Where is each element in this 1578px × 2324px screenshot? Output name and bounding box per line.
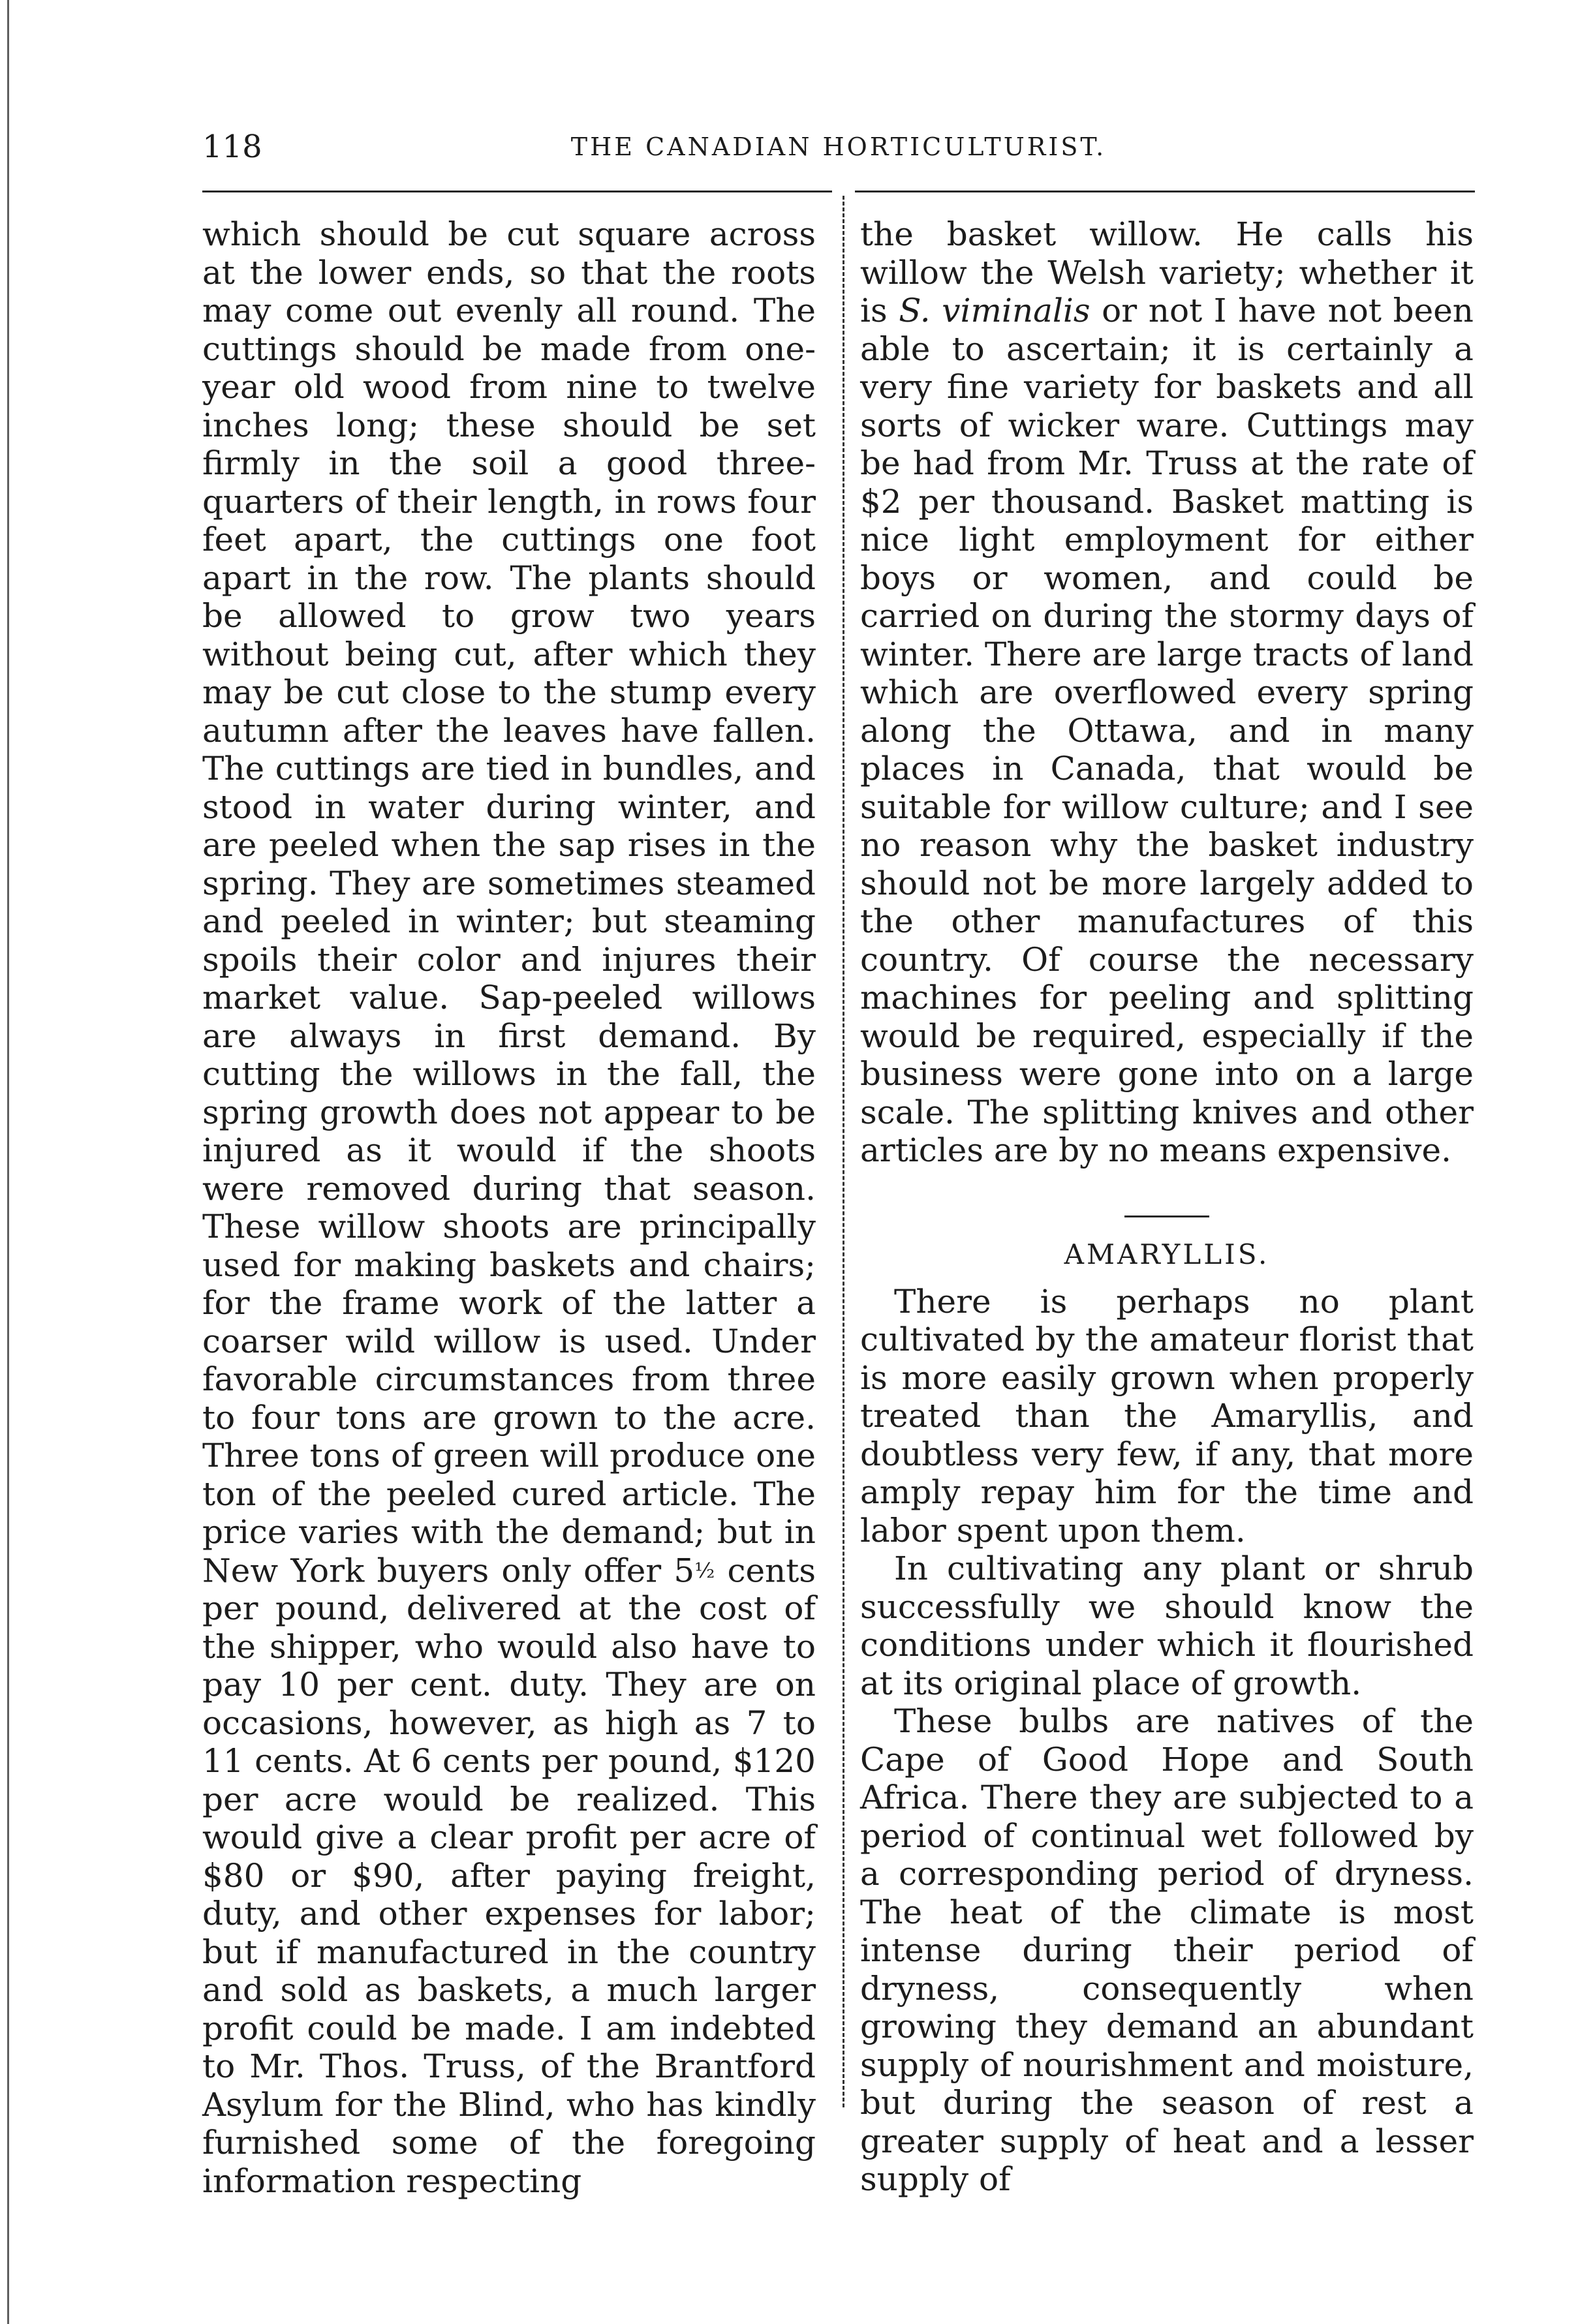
section-separator-rule: [1124, 1216, 1209, 1217]
journal-title: THE CANADIAN HORTICULTURIST.: [570, 132, 1107, 161]
willow-text-part1: which should be cut square across at the lower ends, so that the roots may come out evenly all round. The cuttings should be made from one-year old wood from nine to twelve inches long; these should be set firmly in the soil a good three-quarters of their length, in rows four feet apart, the cuttings one foot apart in the row. The plants should be allowed to grow two years without being cut, after which they may be cut close to the stump every autumn after the leaves have fallen. The cuttings are tied in bundles, and stood in water during winter, and are peeled when the sap rises in the spring. They are sometimes steamed and peeled in winter; but steaming spoils their color and injures their market value. Sap-peeled willows are always in first demand. By cutting the willows in the fall, the spring growth does not appear to be injured as it would if the shoots were removed during that season. These willow shoots are principally used for making baskets and chairs; for the frame work of the latter a coarser wild willow is used. Under favorable circumstances from three to four tons are grown to the acre. Three tons of green will produce one ton of the peeled cured article. The price varies with the demand; but in New York buyers only offer 5: [202, 215, 816, 1589]
header-rule-right: [855, 191, 1475, 192]
willow-text-part2: cents per pound, delivered at the cost of the shipper, who would also have to pay 10 per cent. duty. They are on occasions, however, as high as 7 to 11 cents. At 6 cents per pound, $120 per acre would be realized. This would give a clear profit per acre of $80 or $90, after paying freight, duty, and other expenses for labor; but if manufactured in the country and sold as baskets, a much larger profit could be made. I am indebted to Mr. Thos. Truss, of the Brantford Asylum for the Blind, who has kindly furnished some of the foregoing information respecting: [202, 1551, 816, 2200]
basket-willow-text-after: or not I have not been able to ascertain; it is certainly a very fine variety for baskets and all sorts of wicker ware. Cuttings may be had from Mr. Truss at the rate of $2 per thousand. Basket matting is nice light employment for either boys or women, and could be carried on during the stormy days of winter. There are large tracts of land which are overflowed every spring along the Ottawa, and in many places in Canada, that would be suitable for willow culture; and I see no reason why the basket industry should not be more largely added to the other manufactures of this country. Of course the necessary machines for peeling and splitting would be required, especially if the business were gone into on a large scale. The splitting knives and other articles are by no means expensive.: [860, 292, 1474, 1169]
section-title-amaryllis: AMARYLLIS.: [1064, 1238, 1270, 1270]
amaryllis-paragraph-3: These bulbs are natives of the Cape of Good Hope and South Africa. There they are subjected to a period of continual wet followed by a corresponding period of dryness. The heat of the climate is most intense during their period of dryness, consequently when growing they demand an abundant supply of nourishment and moisture, but during the season of rest a greater supply of heat and a lesser supply of: [860, 1702, 1474, 2198]
running-head: [202, 121, 1475, 173]
left-column: [202, 215, 816, 2200]
header-rule-left: [202, 191, 832, 192]
basket-willow-text-before: the basket willow. He calls his willow the Welsh variety; whether it is: [860, 215, 1474, 329]
fraction-half: ½: [694, 1557, 715, 1583]
amaryllis-paragraph-1: There is perhaps no plant cultivated by the amateur florist that is more easily grown when properly treated than the Amaryllis, and doubtless very few, if any, that more amply repay him for the time and labor spent upon them.: [860, 1282, 1474, 1550]
basket-willow-paragraph: [860, 215, 1474, 1170]
page-binding-edge: [0, 0, 9, 2324]
column-divider: [843, 196, 844, 2107]
willow-culture-continuation: [202, 215, 816, 2200]
page-number: 118: [202, 129, 262, 165]
species-name: S. viminalis: [899, 292, 1091, 329]
right-column: [860, 215, 1474, 2199]
amaryllis-paragraph-2: In cultivating any plant or shrub successfully we should know the conditions under which it flourished at its original place of growth.: [860, 1550, 1474, 1702]
